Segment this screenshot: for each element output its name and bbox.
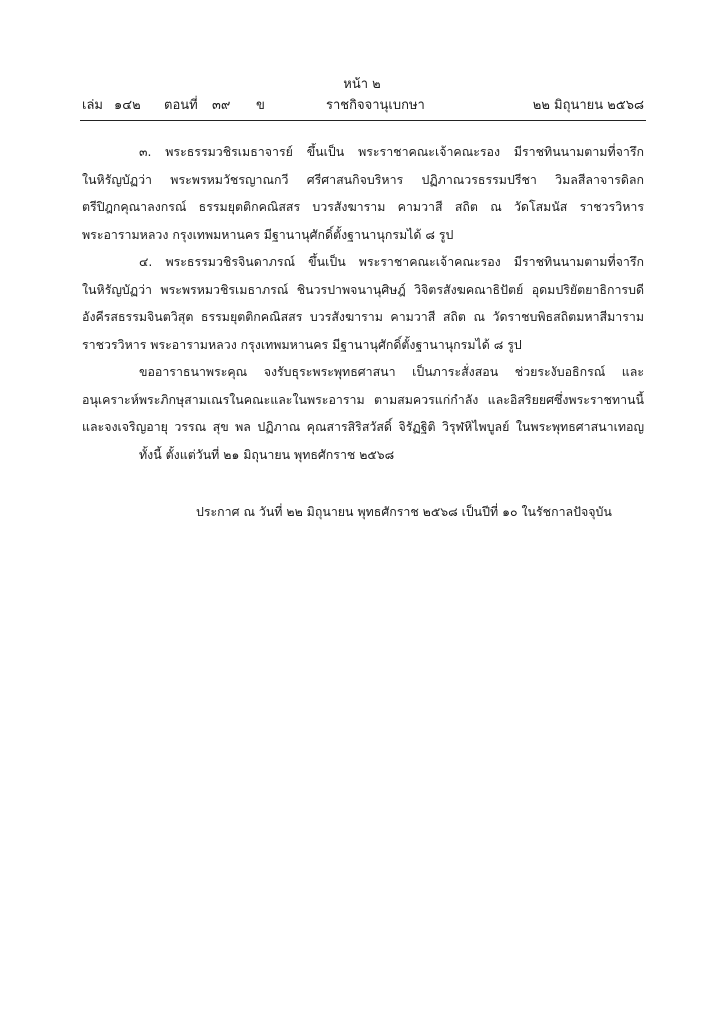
text-line: ๔. พระธรรมวชิรจินดาภรณ์ ขึ้นเป็น พระราชาคณะเจ้าคณะรอง มีราชทินนามตามที่จารึก	[139, 254, 644, 269]
volume-label: เล่ม	[82, 98, 103, 113]
gazette-name: ราชกิจจานุเบกษา	[326, 98, 425, 113]
issue-label: ตอนที่	[164, 98, 198, 113]
text-line: ในหิรัญบัฏว่า พระพรหมวชิรเมธาภรณ์ ชินวรปาพจนานุศิษฎ์ วิจิตรสังฆคณาธิปัตย์ อุดมปริยัตยาธิการบดี	[82, 281, 644, 297]
text-line: ราชวรวิหาร พระอารามหลวง กรุงเทพมหานคร มีฐานานุศักดิ์ตั้งฐานานุกรมได้ ๘ รูป	[82, 336, 522, 352]
text-line: พระอารามหลวง กรุงเทพมหานคร มีฐานานุศักดิ์ตั้งฐานานุกรมได้ ๘ รูป	[82, 226, 454, 242]
proclamation-date: ประกาศ ณ วันที่ ๒๒ มิถุนายน พุทธศักราช ๒๕๖๘ เป็นปีที่ ๑๐ ในรัชกาลปัจจุบัน	[196, 504, 612, 519]
section-letter: ข	[256, 98, 265, 113]
text-line: ๓. พระธรรมวชิรเมธาจารย์ ขึ้นเป็น พระราชาคณะเจ้าคณะรอง มีราชทินนามตามที่จารึก	[139, 144, 644, 159]
text-line: ตรีปิฎกคุณาลงกรณ์ ธรรมยุตติกคณิสสร บวรสังฆาราม คามวาสี สถิต ณ วัดโสมนัส ราชวรวิหาร	[82, 199, 644, 214]
paragraph-effective-date	[82, 441, 644, 469]
issue-number: ๓๙	[212, 98, 231, 113]
gazette-date: ๒๒ มิถุนายน ๒๕๖๘	[532, 98, 644, 113]
page-number: หน้า ๒	[343, 77, 381, 92]
text-line: และจงเจริญอายุ วรรณ สุข พล ปฏิภาณ คุณสารสิริสวัสดิ์ จิรัฏฐิติ วิรุฬหิไพบูลย์ ในพระพุทธศาสนาเทอญ	[82, 419, 644, 434]
text-line: ในหิรัญบัฏว่า พระพรหมวัชรญาณกวี ศรีศาสนกิจบริหาร ปฏิภาณวรธรรมปรีชา วิมลสีลาจารดิลก	[82, 171, 644, 187]
paragraph-blessing	[82, 358, 644, 441]
header-divider	[80, 120, 646, 121]
document-body	[82, 138, 644, 468]
paragraph-item-3	[82, 138, 644, 248]
paragraph-item-4	[82, 248, 644, 358]
volume-number: ๑๔๒	[114, 98, 141, 113]
text-line: อนุเคราะห์พระภิกษุสามเณรในคณะและในพระอาราม ตามสมควรแก่กำลัง และอิสริยยศซึ่งพระราชทานนี้	[82, 391, 644, 407]
text-line: อังคีรสธรรมจินตวิสุต ธรรมยุตติกคณิสสร บวรสังฆาราม คามวาสี สถิต ณ วัดราชบพิธสถิตมหาสีมาราม	[82, 309, 644, 324]
text-line: ขออาราธนาพระคุณ จงรับธุระพระพุทธศาสนา เป็นภาระสั่งสอน ช่วยระงับอธิกรณ์ และ	[139, 364, 644, 379]
text-line: ทั้งนี้ ตั้งแต่วันที่ ๒๑ มิถุนายน พุทธศักราช ๒๕๖๘	[139, 446, 395, 462]
gazette-header	[82, 97, 644, 117]
